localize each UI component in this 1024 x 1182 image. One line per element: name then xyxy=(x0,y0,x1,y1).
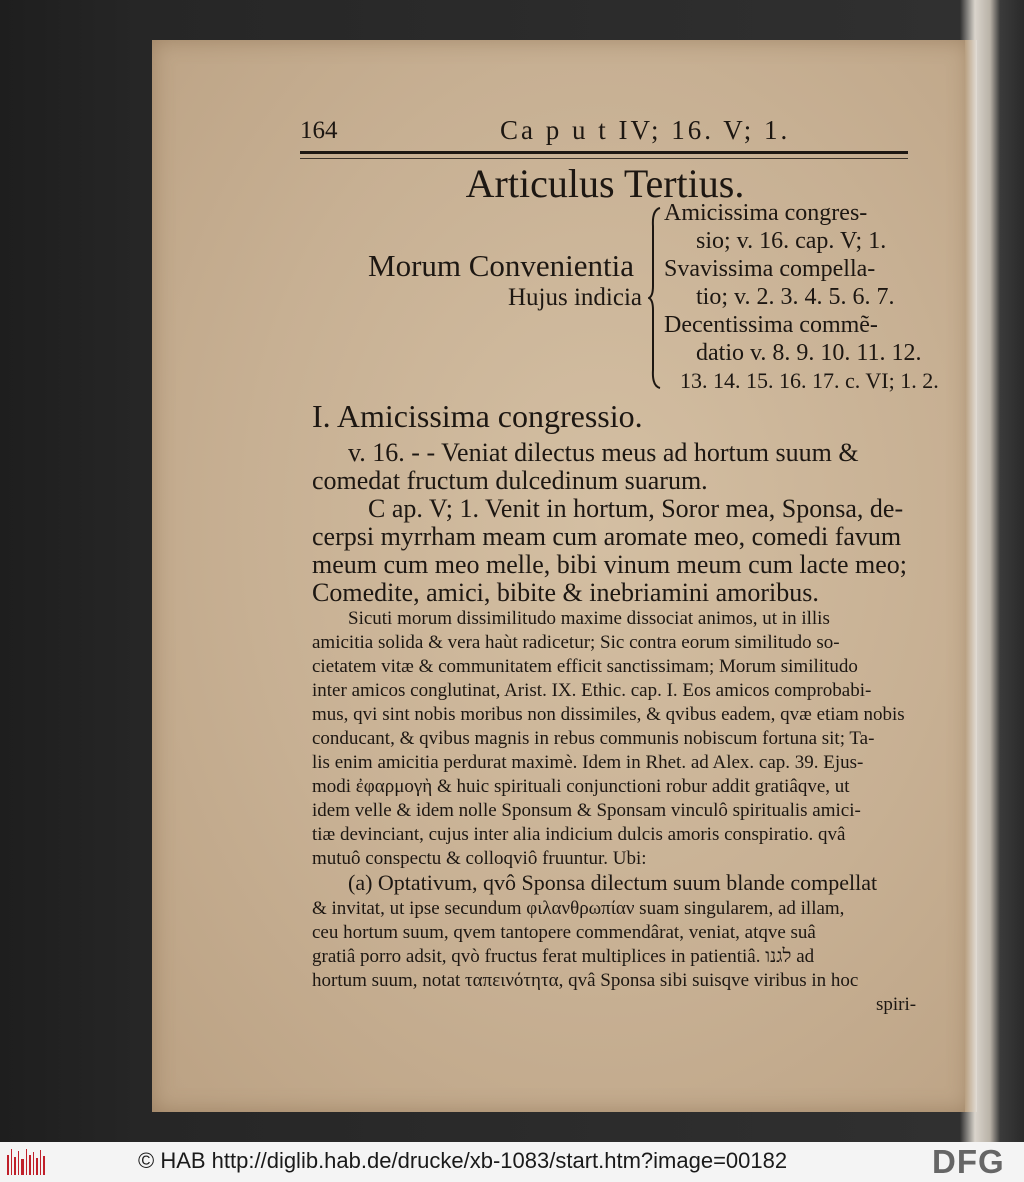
running-title: Ca p u t IV; 16. V; 1. xyxy=(500,115,791,145)
bracket-line: Decentissima commẽ- xyxy=(664,312,878,338)
hujus-label: Hujus indicia xyxy=(508,284,643,311)
bracket-line: sio; v. 16. cap. V; 1. xyxy=(696,228,887,254)
text-line: v. 16. - - Veniat dilectus meus ad hortum suum & xyxy=(348,438,859,467)
text-line: ceu hortum suum, qvem tantopere commendârat, veniat, atqve suâ xyxy=(312,922,816,943)
text-line: & invitat, ut ipse secundum φιλανθρωπίαν suam singularem, ad illam, xyxy=(312,898,845,919)
text-line: spiri- xyxy=(876,994,917,1015)
text-line: mutuô conspectu & colloqviô fruuntur. Ubi: xyxy=(312,848,647,869)
text-line: tiæ devinciant, cujus inter alia indicium dulcis amoris conspiratio. qvâ xyxy=(312,824,846,845)
dfg-logo: DFG xyxy=(932,1143,1005,1180)
bracket-line: 13. 14. 15. 16. 17. c. VI; 1. 2. xyxy=(680,368,939,393)
text-line: mus, qvi sint nobis moribus non dissimiles, & qvibus eadem, qvæ etiam nobis xyxy=(312,704,905,725)
text-line: cietatem vitæ & communitatem efficit sanctissimam; Morum similitudo xyxy=(312,656,858,677)
text-line: comedat fructum dulcedinum suarum. xyxy=(312,466,708,495)
bracket-line: datio v. 8. 9. 10. 11. 12. xyxy=(696,340,922,366)
head-rule xyxy=(300,151,908,154)
text-line: modi ἐφαρμογὴ & huic spirituali conjunctioni robur addit gratiâqve, ut xyxy=(312,776,850,797)
running-head xyxy=(300,117,910,153)
curly-bracket xyxy=(648,206,662,390)
head-rule-thin xyxy=(300,158,908,159)
section-title: I. Amicissima congressio. xyxy=(312,398,643,434)
text-line: hortum suum, notat ταπεινότητα, qvâ Sponsa sibi suisqve viribus in hoc xyxy=(312,970,859,991)
text-line: gratiâ porro adsit, qvò fructus ferat multiplices in patientiâ. לגנו ad xyxy=(312,946,815,967)
text-line: meum cum meo melle, bibi vinum meum cum lacte meo; xyxy=(312,550,907,579)
bracket-line: Amicissima congres- xyxy=(664,200,868,226)
text-line: conducant, & qvibus magnis in rebus communis nobiscum fortuna sit; Ta- xyxy=(312,728,875,749)
barcode-icon xyxy=(7,1149,45,1175)
article-heading: Articulus Tertius. xyxy=(465,161,745,206)
text-line: (a) Optativum, qvô Sponsa dilectum suum blande compellat xyxy=(348,870,878,895)
text-line: idem velle & idem nolle Sponsum & Sponsam vinculô spiritualis amici- xyxy=(312,800,861,821)
text-line: C ap. V; 1. Venit in hortum, Soror mea, Sponsa, de- xyxy=(368,494,904,523)
page-number: 164 xyxy=(300,117,338,144)
copyright-credit: © HAB http://diglib.hab.de/drucke/xb-1083/start.htm?image=00182 xyxy=(138,1148,788,1173)
text-line: inter amicos conglutinat, Arist. IX. Ethic. cap. I. Eos amicos comprobabi- xyxy=(312,680,872,701)
text-line: cerpsi myrrham meam cum aromate meo, comedi favum xyxy=(312,522,902,551)
text-line: Sicuti morum dissimilitudo maxime dissociat animos, ut in illis xyxy=(348,608,830,629)
page-edge xyxy=(965,40,977,1112)
bracket-line: tio; v. 2. 3. 4. 5. 6. 7. xyxy=(696,284,895,310)
morum-label: Morum Convenientia xyxy=(368,248,635,283)
text-line: Comedite, amici, bibite & inebriamini amoribus. xyxy=(312,578,819,607)
text-line: amicitia solida & vera haùt radicetur; Sic contra eorum similitudo so- xyxy=(312,632,840,653)
text-line: lis enim amicitia perdurat maximè. Idem in Rhet. ad Alex. cap. 39. Ejus- xyxy=(312,752,864,773)
bracket-line: Svavissima compella- xyxy=(664,256,876,282)
